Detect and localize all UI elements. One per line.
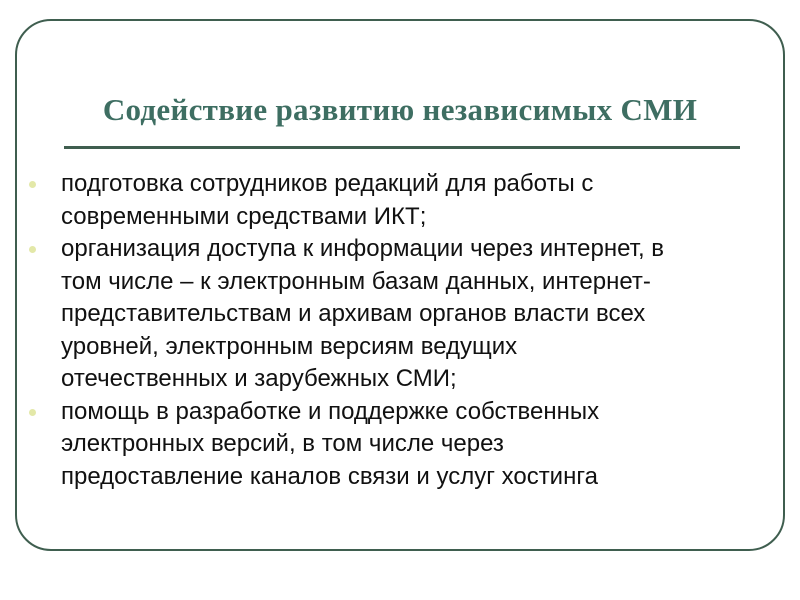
bullet-line: подготовка сотрудников редакций для работы с [61, 170, 594, 197]
slide-title: Содействие развитию независимых СМИ [102, 92, 698, 127]
bullet-marker-icon [29, 409, 36, 416]
bullet-marker-icon [29, 181, 36, 188]
bullet-item [0, 233, 800, 396]
bullet-line: том числе – к электронным базам данных, интернет- [61, 267, 651, 295]
bullet-line: уровней, электронным версиям ведущих [61, 332, 518, 360]
bullet-line: предоставление каналов связи и услуг хостинга [61, 462, 598, 490]
bullet-marker-icon [29, 246, 36, 253]
bullet-line: электронных версий, в том числе через [61, 430, 504, 457]
bullet-line: современными средствами ИКТ; [61, 202, 427, 230]
bullet-item [0, 396, 800, 494]
bullet-item [0, 168, 800, 233]
bullet-line: организация доступа к информации через интернет, в [61, 235, 665, 262]
title-divider [64, 146, 740, 149]
bullet-line: помощь в разработке и поддержке собственных [61, 397, 600, 425]
bullet-line: представительствам и архивам органов власти всех [61, 300, 646, 327]
bullet-line: отечественных и зарубежных СМИ; [61, 365, 457, 392]
bullet-list [0, 168, 800, 493]
